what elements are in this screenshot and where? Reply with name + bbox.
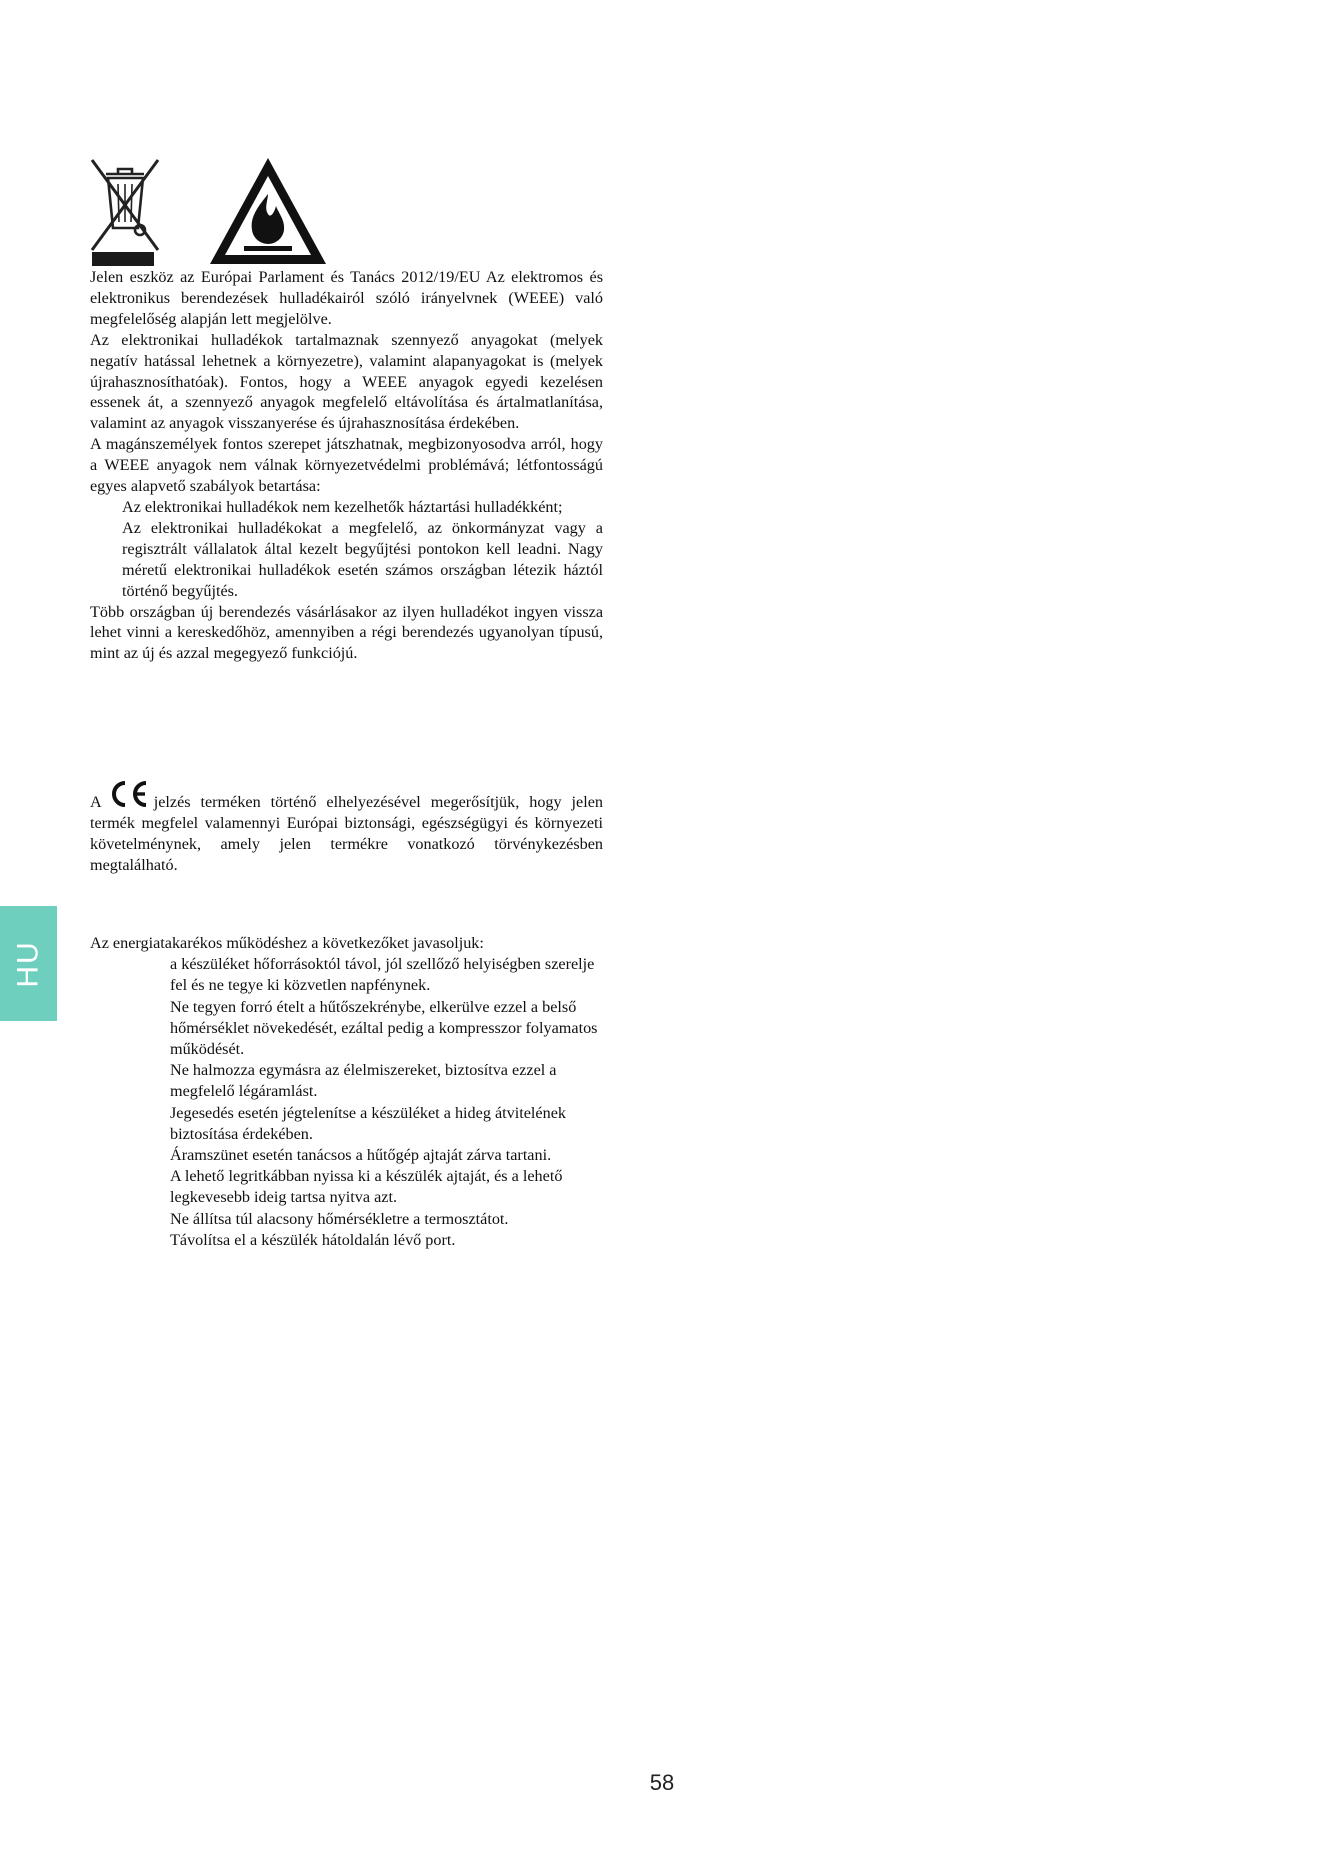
weee-rule-item: Az elektronikai hulladékokat a megfelelő, az önkormányzat vagy a regisztrált vállalatok által kezelt begyűjtési pontokon kell leadni. Nagy méretű elektronikai hulladékok esetén számos országban létezik háztól történő begyűjtés. — [122, 518, 603, 600]
energy-saving-section — [90, 933, 610, 1251]
weee-disposal-section — [90, 267, 603, 664]
energy-tip: Jegesedés esetén jégtelenítse a készüléket a hideg átvitelének biztosítása érdekében. — [170, 1103, 566, 1143]
energy-tips-list — [90, 954, 610, 1251]
ce-statement-text: jelzés terméken történő elhelyezésével megerősítjük, hogy jelen termék megfelel valamennyi Európai biztonsági, egészségügyi és környezeti követelménynek, amely jelen termékre vonatkozó törvénykezésben megtalálható. — [90, 793, 603, 874]
flammable-warning-icon — [206, 154, 330, 268]
crossed-out-wheelie-bin-icon — [88, 154, 162, 268]
energy-tip: a készüléket hőforrásoktól távol, jól szellőző helyiségben szerelje fel és ne tegye ki közvetlen napfénynek. — [170, 955, 595, 995]
ce-conformity-section — [90, 779, 603, 876]
energy-tip: A lehető legritkábban nyissa ki a készülék ajtaját, és a lehető legkevesebb ideig tartsa nyitva azt. — [170, 1167, 563, 1207]
weee-closing-paragraph: Több országban új berendezés vásárlásakor az ilyen hulladékot ingyen vissza lehet vinni a kereskedőhöz, amennyiben a régi berendezés ugyanolyan típusú, mint az új és azzal megegyező funkciójú. — [90, 602, 603, 663]
energy-tip: Ne tegyen forró ételt a hűtőszekrénybe, elkerülve ezzel a belső hőmérséklet növekedését, ezáltal pedig a kompresszor folyamatos működését. — [170, 997, 598, 1059]
weee-paragraph: A magánszemélyek fontos szerepet játszhatnak, megbizonyosodva arról, hogy a WEEE anyagok nem válnak környezetvédelmi problémává; létfontosságú egyes alapvető szabályok betartása: — [90, 435, 603, 496]
energy-tip: Áramszünet esetén tanácsos a hűtőgép ajtaját zárva tartani. — [170, 1146, 552, 1165]
energy-intro: Az energiatakarékos működéshez a következőket javasoljuk: — [90, 934, 484, 952]
weee-paragraph: Jelen eszköz az Európai Parlament és Tanács 2012/19/EU Az elektromos és elektronikus berendezések hulladékairól szóló irányelvnek (WEEE) való megfelelőség alapján lett megjelölve. — [90, 268, 603, 328]
energy-tip: Ne állítsa túl alacsony hőmérsékletre a termosztátot. — [170, 1209, 509, 1228]
energy-tip: Távolítsa el a készülék hátoldalán lévő port. — [170, 1230, 456, 1249]
page-number: 58 — [649, 1770, 675, 1795]
energy-tip: Ne halmozza egymásra az élelmiszereket, biztosítva ezzel a megfelelő légáramlást. — [170, 1061, 557, 1101]
ce-mark-icon — [106, 779, 152, 809]
ce-statement — [90, 779, 603, 876]
weee-rule-item: Az elektronikai hulladékok nem kezelhetők háztartási hulladékként; — [122, 497, 563, 516]
ce-prefix: A — [90, 793, 102, 811]
language-tab-label: HU — [11, 939, 45, 988]
language-tab — [0, 906, 57, 1021]
symbol-group — [88, 154, 338, 272]
weee-paragraph: Az elektronikai hulladékok tartalmaznak szennyező anyagokat (melyek negatív hatással lehetnek a környezetre), valamint alapanyagokat is (melyek újrahasznosíthatóak). Fontos, hogy a WEEE anyagok egyedi kezelésen essenek át, a szennyező anyagok megfelelő eltávolítása és ártalmatlanítása, valamint az anyagok visszanyerése és újrahasznosítása érdekében. — [90, 330, 603, 433]
